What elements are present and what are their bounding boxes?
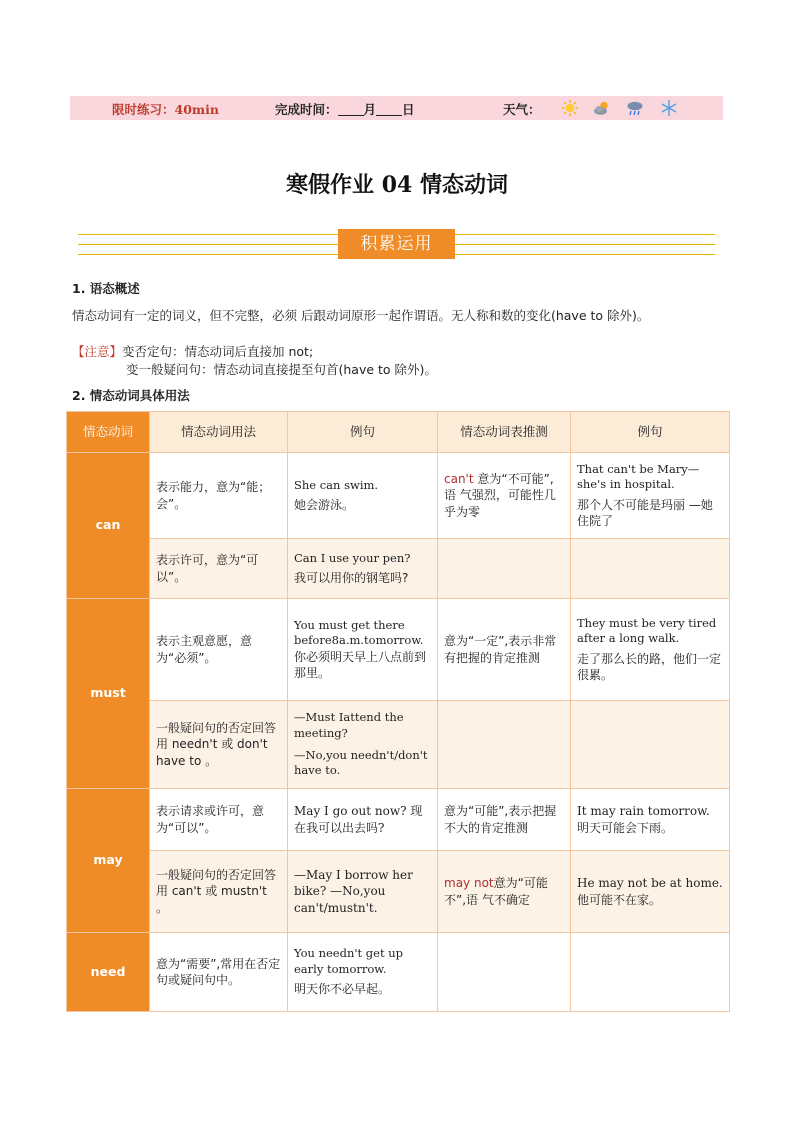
sun-icon[interactable] [561, 99, 579, 117]
table-row [67, 933, 730, 1012]
table-row [67, 851, 730, 933]
modal-must: must [67, 599, 150, 789]
cell-example [288, 933, 438, 1012]
header-usage: 情态动词用法 [150, 412, 288, 453]
modal-verb-table [66, 411, 730, 1012]
example-zh: 那个人不可能是玛丽 —她住院了 [577, 497, 713, 529]
section-banner: 积累运用 [338, 229, 455, 259]
cell-usage: 表示许可，意为“可以”。 [150, 539, 288, 599]
note-line-1 [72, 342, 313, 360]
table-row [67, 599, 730, 701]
note-question: 变一般疑问句：情态动词直接提至句首(have to 除外)。 [126, 362, 437, 377]
example-zh: 我可以用你的钢笔吗? [294, 571, 409, 586]
header-modal: 情态动词 [67, 412, 150, 453]
table-row [67, 539, 730, 599]
day-blank[interactable] [376, 103, 402, 116]
cell-example: —May I borrow her bike? —No,you can't/mustn't. [288, 851, 438, 933]
cell-inference [438, 851, 571, 933]
header-inference: 情态动词表推测 [438, 412, 571, 453]
modal-may: may [67, 789, 150, 933]
cell-inference: 意为“一定”,表示非常有把握的肯定推测 [438, 599, 571, 701]
cell-inference [438, 933, 571, 1012]
cell-usage: 意为“需要”,常用在否定句或疑问句中。 [150, 933, 288, 1012]
cell-inference-example [571, 453, 730, 539]
month-label: 月 [363, 102, 377, 117]
table-row [67, 453, 730, 539]
completion-label: 完成时间： [275, 102, 338, 117]
section-1-text: 情态动词有一定的词义，但不完整，必须 后跟动词原形一起作谓语。无人称和数的变化(have to 除外)。 [72, 308, 650, 323]
cell-example [288, 701, 438, 789]
rain-icon[interactable] [626, 99, 644, 117]
example-en: You must get there before8a.m.tomorrow. [294, 617, 424, 648]
cell-inference: 意为“可能”,表示把握不大的肯定推测 [438, 789, 571, 851]
weather-label: 天气： [503, 102, 541, 117]
header-inference-example: 例句 [571, 412, 730, 453]
example-en: That can't be Mary—she's in hospital. [577, 461, 700, 492]
cell-usage: 表示主观意愿，意为“必须”。 [150, 599, 288, 701]
snowflake-icon[interactable] [660, 99, 678, 117]
example-answer: —No,you needn't/don't have to. [294, 747, 428, 778]
cell-inference-example: It may rain tomorrow. 明天可能会下雨。 [571, 789, 730, 851]
example-en: You needn't get up early tomorrow. [294, 946, 404, 976]
month-blank[interactable] [338, 103, 364, 116]
cell-inference [438, 701, 571, 789]
example-zh: 走了那么长的路，他们一定很累。 [577, 651, 722, 683]
time-limit: 限时练习：40min [112, 102, 219, 117]
cell-inference-example: He may not be at home. 他可能不在家。 [571, 851, 730, 933]
header-example: 例句 [288, 412, 438, 453]
completion-time [275, 100, 415, 118]
cell-usage: 表示能力，意为“能；会”。 [150, 453, 288, 539]
table-header-row [67, 412, 730, 453]
cell-inference-example [571, 599, 730, 701]
table-row [67, 701, 730, 789]
highlight-term: may not [444, 876, 494, 891]
cell-inference [438, 453, 571, 539]
example-en: She can swim. [294, 477, 379, 492]
cell-example: May I go out now? 现在我可以出去吗? [288, 789, 438, 851]
partly-cloudy-icon[interactable] [593, 99, 611, 117]
inference-text: 意为“不可能”,语 气强烈，可能性几乎为零 [444, 472, 556, 519]
cell-example [288, 539, 438, 599]
day-label: 日 [402, 102, 415, 117]
cell-inference-example [571, 933, 730, 1012]
page-title: 寒假作业 04 情态动词 [286, 172, 508, 198]
cell-usage: 一般疑问句的否定回答用 needn't 或 don't have to 。 [150, 701, 288, 789]
cell-example [288, 599, 438, 701]
cell-usage: 一般疑问句的否定回答用 can't 或 mustn't 。 [150, 851, 288, 933]
cell-usage: 表示请求或许可，意为“可以”。 [150, 789, 288, 851]
highlight-term: can't [444, 472, 474, 487]
example-en: Can I use your pen? [294, 550, 411, 565]
example-zh: 她会游泳。 [294, 498, 355, 513]
example-zh: 你必须明天早上八点前到那里。 [294, 649, 427, 681]
cell-inference [438, 539, 571, 599]
cell-example [288, 453, 438, 539]
table-row [67, 789, 730, 851]
practice-header-bar [70, 96, 723, 120]
cell-inference-example [571, 701, 730, 789]
cell-inference-example [571, 539, 730, 599]
example-en: They must be very tired after a long walk. [577, 615, 717, 646]
section-2-heading: 2. 情态动词具体用法 [72, 388, 190, 403]
modal-need: need [67, 933, 150, 1012]
inference-text: 意为“可能不”,语 气不确定 [444, 876, 548, 907]
note-negative: 变否定句：情态动词后直接加 not; [122, 344, 314, 359]
note-tag: 【注意】 [72, 344, 123, 359]
section-1-heading: 1. 语态概述 [72, 281, 140, 296]
modal-can: can [67, 453, 150, 599]
example-question: —Must Iattend the meeting? [294, 710, 404, 740]
example-zh: 明天你不必早起。 [294, 982, 391, 997]
